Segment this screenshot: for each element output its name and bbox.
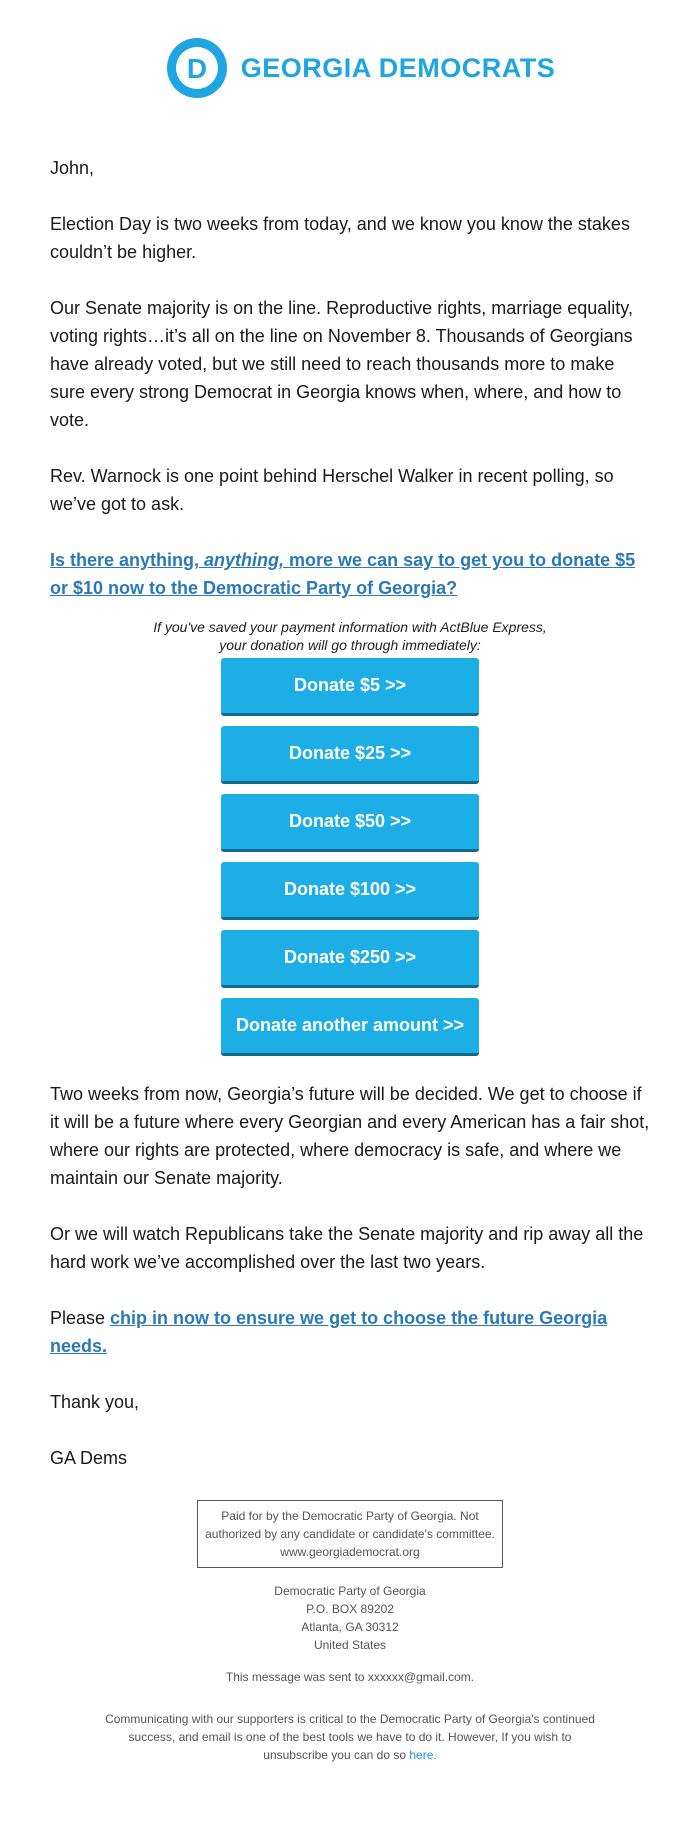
ask-link-part1: Is there anything, [50, 550, 200, 570]
unsubscribe-link[interactable]: here [409, 1748, 434, 1762]
address-org: Democratic Party of Georgia [274, 1584, 426, 1598]
unsubscribe-suffix: . [433, 1748, 437, 1762]
email-body [0, 154, 700, 602]
actblue-note [140, 618, 560, 654]
sent-prefix: This message was sent to [225, 1670, 368, 1684]
donate-250-button[interactable]: Donate $250 >> [221, 930, 479, 988]
sent-suffix: . [470, 1670, 475, 1684]
please-prefix: Please [50, 1308, 111, 1328]
ask-link-emphasis: anything, [199, 550, 285, 570]
ask-link-part2: more we can say to get you to donate $5 or $10 now to the Democratic Party of Georgia? [50, 550, 636, 598]
donate-100-button[interactable]: Donate $100 >> [221, 862, 479, 920]
signature: GA Dems [50, 1448, 128, 1468]
salutation: John, [50, 158, 95, 178]
donate-other-amount-button[interactable]: Donate another amount >> [221, 998, 479, 1056]
paragraph-republicans: Or we will watch Republicans take the Senate majority and rip away all the hard work we’ve accomplished over the last two years. [50, 1224, 644, 1272]
logo-text: GEORGIA DEMOCRATS [240, 52, 556, 83]
actblue-note-line2: your donation will go through immediately: [219, 637, 481, 653]
donate-50-button[interactable]: Donate $50 >> [221, 794, 479, 852]
disclaimer-line1: Paid for by the Democratic Party of Georgia. Not [221, 1509, 479, 1523]
chip-in-link[interactable]: chip in now to ensure we get to choose the future Georgia needs. [50, 1308, 608, 1356]
recipient-email: xxxxxx@gmail.com [367, 1670, 471, 1684]
georgia-democrats-logo[interactable] [165, 36, 556, 100]
thanks: Thank you, [50, 1392, 140, 1412]
actblue-note-line1: If you've saved your payment information with ActBlue Express, [153, 619, 547, 635]
paragraph-future: Two weeks from now, Georgia’s future will be decided. We get to choose if it will be a future where every Georgian and every American has a fair shot, where our rights are protected, where democracy is safe, and where we maintain our Senate majority. [50, 1084, 650, 1188]
paragraph-intro: Election Day is two weeks from today, and we know you know the stakes couldn’t be higher. [50, 214, 630, 262]
democrats-d-logo-icon [165, 36, 229, 100]
sent-to-notice [0, 1668, 700, 1686]
paid-for-disclaimer [197, 1500, 503, 1568]
email-footer [0, 1500, 700, 1764]
donate-buttons [0, 658, 700, 1056]
unsubscribe-notice [100, 1710, 600, 1764]
address-country: United States [313, 1638, 387, 1652]
logo-letter: D [186, 53, 207, 84]
unsubscribe-text: Communicating with our supporters is critical to the Democratic Party of Georgia's continued success, and email is one of the best tools we have to do it. However, If you wish to unsubscribe you can do so [105, 1712, 595, 1762]
address-po-box: P.O. BOX 89202 [306, 1602, 394, 1616]
donate-25-button[interactable]: Donate $25 >> [221, 726, 479, 784]
mailing-address [0, 1582, 700, 1654]
email-header [0, 0, 700, 136]
donate-5-button[interactable]: Donate $5 >> [221, 658, 479, 716]
disclaimer-line2: authorized by any candidate or candidate's committee. [205, 1527, 495, 1541]
donation-ask [50, 546, 650, 602]
disclaimer-website: www.georgiademocrat.org [280, 1545, 420, 1559]
paragraph-stakes: Our Senate majority is on the line. Reproductive rights, marriage equality, voting rights…it’s all on the line on November 8. Thousands of Georgians have already voted, but we still need to reach thousands more to make sure every strong Democrat in Georgia knows when, where, and how to vote. [50, 298, 633, 430]
paragraph-chip-in [50, 1304, 650, 1360]
donation-ask-link[interactable] [50, 550, 635, 598]
address-city: Atlanta, GA 30312 [301, 1620, 399, 1634]
paragraph-polling: Rev. Warnock is one point behind Herschel Walker in recent polling, so we’ve got to ask. [50, 466, 614, 514]
email-closing [0, 1080, 700, 1472]
